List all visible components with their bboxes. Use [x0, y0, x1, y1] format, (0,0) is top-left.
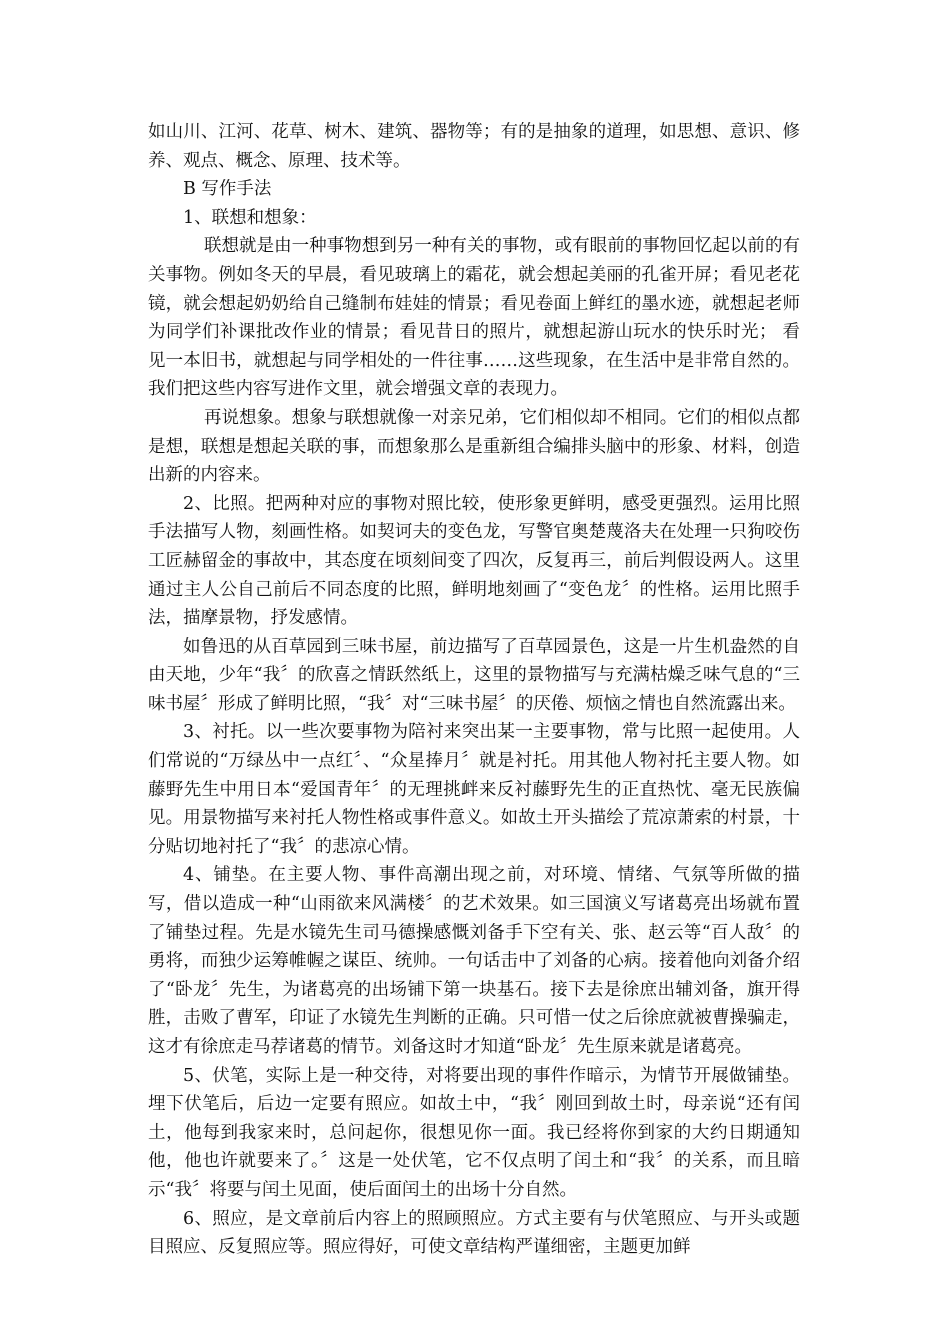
paragraph-association: 联想就是由一种事物想到另一种有关的事物，或有眼前的事物回忆起以前的有关事物。例如冬天的早晨，看见玻璃上的霜花，就会想起美丽的孔雀开屏；看见老花 镜，就会想起奶奶给自己缝制布娃娃的情景；看见卷面上鲜红的墨水迹，就想起老师为同学们补课批改作业的情景；看见昔日的照片，就想起游山玩水的快乐时光； 看见一本旧书，就想起与同学相处的一件往事……这些现象，在生活中是非常自然的。我们把这些内容写进作文里，就会增强文章的表现力。	[148, 236, 800, 400]
paragraph-echo: 6、照应，是文章前后内容上的照顾照应。方式主要有与伏笔照应、与开头或题目照应、反复照应等。照应得好，可使文章结构严谨细密，主题更加鲜	[148, 1208, 800, 1258]
paragraph-contrast-example: 如鲁迅的从百草园到三味书屋，前边描写了百草园景色，这是一片生机盎然的自由天地，少年“我〞的欣喜之情跃然纸上，这里的景物描写与充满枯燥乏味气息的“三味书屋〞形成了鲜明比照，“我〞对“三味书屋〞的厌倦、烦恼之情也自然流露出来。	[148, 636, 800, 714]
section-heading-writing-techniques: B 写作手法	[183, 179, 272, 200]
paragraph-buildup: 4、铺垫。在主要人物、事件高潮出现之前，对环境、情绪、气氛等所做的描写，借以造成一种“山雨欲来风满楼〞的艺术效果。如三国演义写诸葛亮出场就布置了铺垫过程。先是水镜先生司马德操感慨刘备手下空有关、张、赵云等“百人敌〞的勇将，而独少运筹帷幄之谋臣、统帅。一句话击中了刘备的心病。接着他向刘备介绍了“卧龙〞先生，为诸葛亮的出场铺下第一块基石。接下去是徐庶出辅刘备，旗开得胜，击败了曹军，印证了水镜先生判断的正确。只可惜一仗之后徐庶就被曹操骗走，这才有徐庶走马荐诸葛的情节。刘备这时才知道“卧龙〞先生原来就是诸葛亮。	[148, 865, 800, 1057]
paragraph-imagination: 再说想象。想象与联想就像一对亲兄弟，它们相似却不相同。它们的相似点都是想，联想是想起关联的事，而想象那么是重新组合编排头脑中的形象、材料，创造出新的内容来。	[148, 407, 800, 486]
subheading-association-imagination: 1、联想和想象：	[183, 207, 317, 228]
document-page	[148, 118, 800, 1262]
paragraph-foil: 3、衬托。以一些次要事物为陪衬来突出某一主要事物，常与比照一起使用。人们常说的“万绿丛中一点红〞、“众星捧月〞就是衬托。用其他人物衬托主要人物。如藤野先生中用日本“爱国青年〞的无理挑衅来反衬藤野先生的正直热忱、毫无民族偏见。用景物描写来衬托人物性格或事件意义。如故土开头描绘了荒凉萧索的村景，十分贴切地衬托了“我〞的悲凉心情。	[148, 722, 800, 857]
paragraph-contrast: 2、比照。把两种对应的事物对照比较，使形象更鲜明，感受更强烈。运用比照手法描写人物，刻画性格。如契诃夫的变色龙，写警官奥楚蔑洛夫在处理一只狗咬伤工匠赫留金的事故中，其态度在顷刻间变了四次，反复再三，前后判假设两人。这里通过主人公自己前后不同态度的比照，鲜明地刻画了“变色龙〞的性格。运用比照手法，描摩景物，抒发感情。	[148, 493, 800, 629]
paragraph-continuation: 如山川、江河、花草、树木、建筑、器物等；有的是抽象的道理，如思想、意识、修养、观点、概念、原理、技术等。	[148, 122, 800, 171]
paragraph-foreshadowing: 5、伏笔，实际上是一种交待，对将要出现的事件作暗示，为情节开展做铺垫。埋下伏笔后，后边一定要有照应。如故土中，“我〞刚回到故土时，母亲说“还有闰土，他每到我家来时，总问起你，很想见你一面。我已经将你到家的大约日期通知他，他也许就要来了。〞这是一处伏笔，它不仅点明了闰土和“我〞的关系，而且暗示“我〞将要与闰土见面，使后面闰土的出场十分自然。	[148, 1065, 800, 1200]
